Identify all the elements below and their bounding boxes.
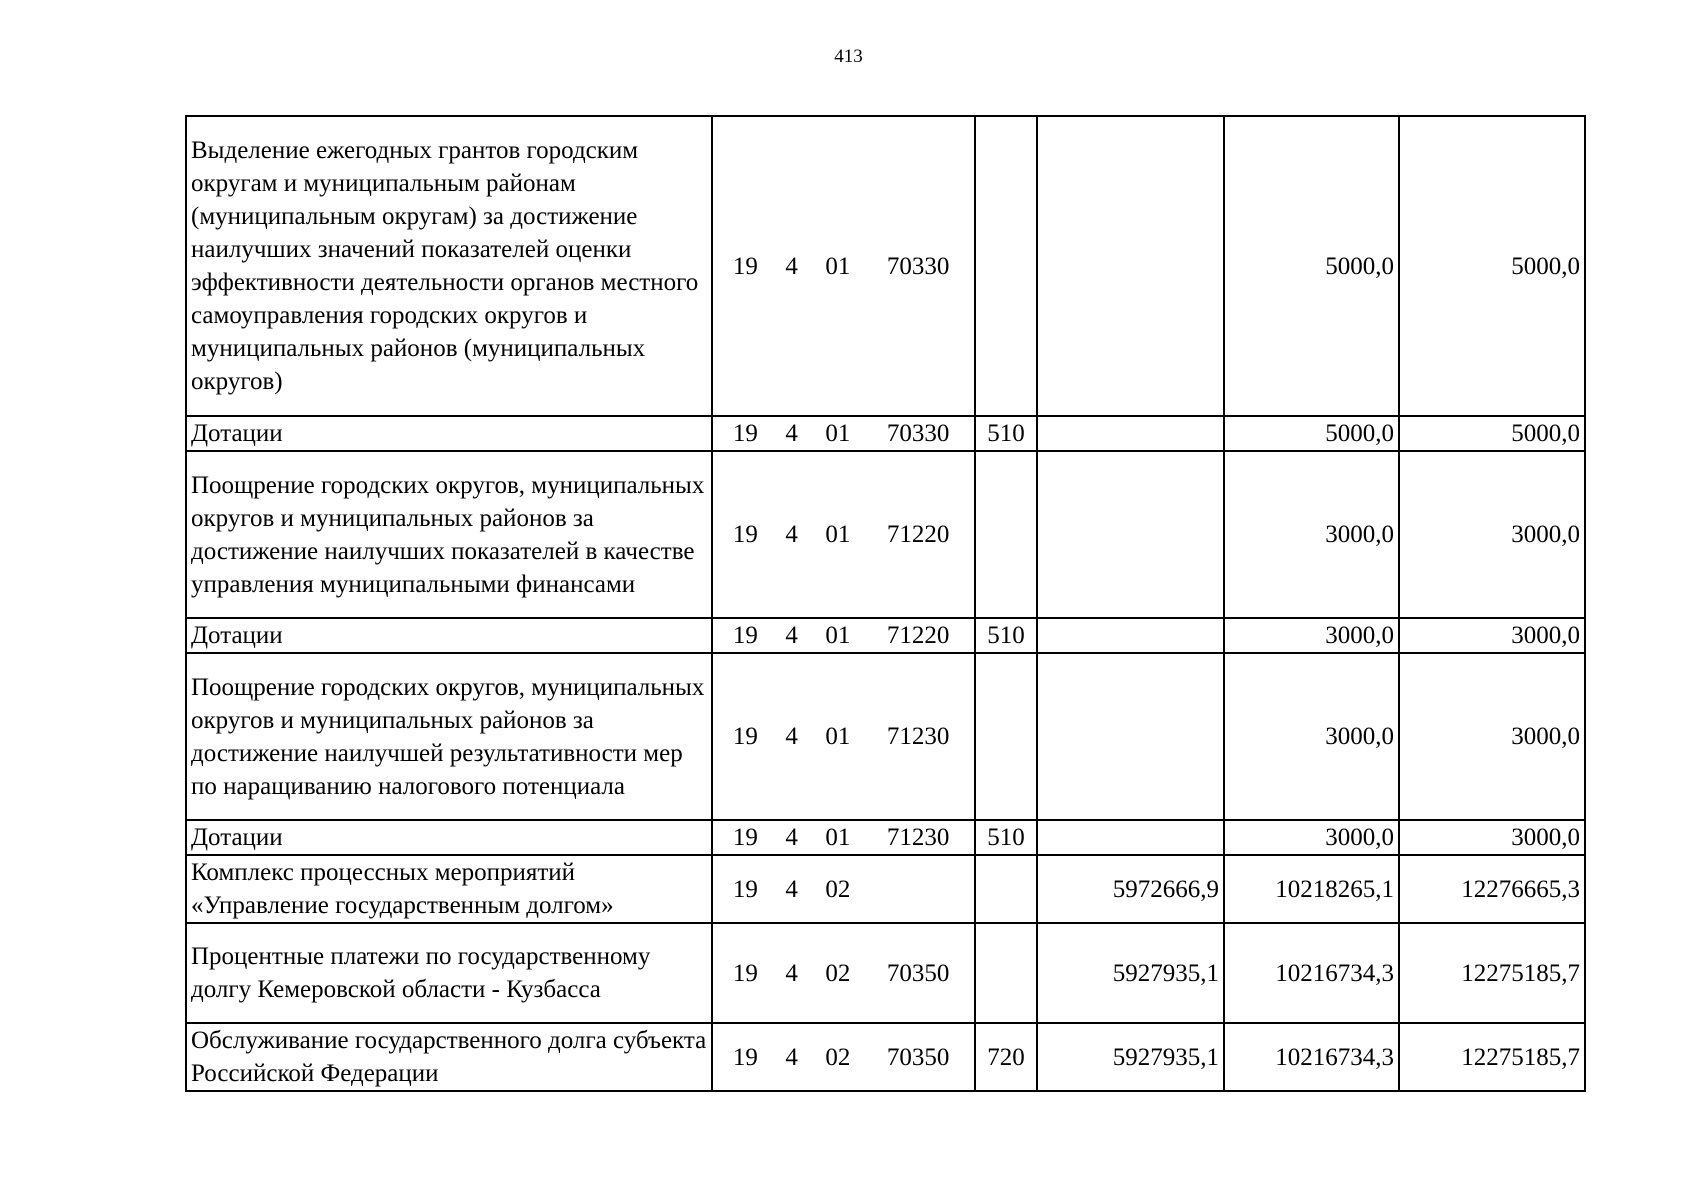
- row-amount-year2: 3000,0: [1224, 820, 1399, 855]
- row-amount-year1: 5972666,9: [1037, 855, 1224, 923]
- row-codes: [712, 923, 975, 1023]
- row-expense-type: 510: [975, 618, 1037, 653]
- code-direction: 70330: [886, 252, 950, 280]
- code-program: 19: [732, 875, 758, 903]
- row-name: Поощрение городских округов, муниципальных округов и муниципальных районов за достижение наилучшей результативности мер по наращиванию налогового потенциала: [186, 653, 712, 820]
- row-expense-type: [975, 116, 1037, 416]
- code-program: 19: [732, 959, 758, 987]
- table-row: [186, 618, 1585, 653]
- page-number: 413: [834, 46, 863, 67]
- row-codes: [712, 1023, 975, 1091]
- row-amount-year2: 3000,0: [1224, 451, 1399, 618]
- row-expense-type: 510: [975, 820, 1037, 855]
- row-expense-type: 510: [975, 416, 1037, 451]
- code-direction: 70330: [886, 420, 950, 447]
- row-amount-year3: 12275185,7: [1399, 923, 1585, 1023]
- row-amount-year3: 3000,0: [1399, 451, 1585, 618]
- row-amount-year2: 5000,0: [1224, 416, 1399, 451]
- row-amount-year2: 3000,0: [1224, 618, 1399, 653]
- row-amount-year3: 3000,0: [1399, 653, 1585, 820]
- code-type: 4: [785, 723, 798, 750]
- row-amount-year1: [1037, 618, 1224, 653]
- row-codes: [712, 855, 975, 923]
- code-type: 4: [785, 420, 798, 447]
- row-codes: [712, 653, 975, 820]
- code-program: 19: [732, 420, 758, 447]
- row-expense-type: [975, 653, 1037, 820]
- code-direction: 71220: [886, 521, 950, 548]
- row-amount-year2: 10218265,1: [1224, 855, 1399, 923]
- row-amount-year1: [1037, 451, 1224, 618]
- code-subprogram: 01: [825, 252, 851, 280]
- code-type: 4: [785, 1043, 798, 1071]
- code-type: 4: [785, 622, 798, 649]
- row-amount-year2: 10216734,3: [1224, 923, 1399, 1023]
- budget-table-body: [186, 116, 1585, 1091]
- row-amount-year3: 12275185,7: [1399, 1023, 1585, 1091]
- code-program: 19: [732, 252, 758, 280]
- code-subprogram: 02: [825, 959, 851, 987]
- code-subprogram: 01: [825, 521, 851, 548]
- code-type: 4: [785, 252, 798, 280]
- row-amount-year2: 5000,0: [1224, 116, 1399, 416]
- code-type: 4: [785, 521, 798, 548]
- code-program: 19: [732, 723, 758, 750]
- code-type: 4: [785, 875, 798, 903]
- row-name: Дотации: [186, 618, 712, 653]
- code-direction: 70350: [886, 1043, 950, 1071]
- row-amount-year1: [1037, 820, 1224, 855]
- row-amount-year1: [1037, 116, 1224, 416]
- table-row: [186, 653, 1585, 820]
- row-codes: [712, 618, 975, 653]
- code-type: 4: [785, 824, 798, 851]
- code-direction: 71230: [886, 723, 950, 750]
- code-program: 19: [732, 622, 758, 649]
- code-subprogram: 01: [825, 420, 851, 447]
- row-codes: [712, 416, 975, 451]
- row-name: Обслуживание государственного долга субъекта Российской Федерации: [186, 1023, 712, 1091]
- row-name: Дотации: [186, 416, 712, 451]
- row-amount-year2: 3000,0: [1224, 653, 1399, 820]
- row-expense-type: [975, 923, 1037, 1023]
- row-amount-year1: [1037, 416, 1224, 451]
- row-codes: [712, 451, 975, 618]
- row-amount-year3: 3000,0: [1399, 820, 1585, 855]
- row-amount-year1: 5927935,1: [1037, 1023, 1224, 1091]
- row-amount-year3: 12276665,3: [1399, 855, 1585, 923]
- code-direction: 70350: [886, 959, 950, 987]
- row-name: Дотации: [186, 820, 712, 855]
- row-name: Выделение ежегодных грантов городским округам и муниципальным районам (муниципальным округам) за достижение наилучших значений показателей оценки эффективности деятельности органов местного самоуправления городских округов и муниципальных районов (муниципальных округов): [186, 116, 712, 416]
- code-direction: 71220: [886, 622, 950, 649]
- row-amount-year1: 5927935,1: [1037, 923, 1224, 1023]
- row-amount-year1: [1037, 653, 1224, 820]
- row-amount-year2: 10216734,3: [1224, 1023, 1399, 1091]
- code-subprogram: 01: [825, 622, 851, 649]
- code-subprogram: 02: [825, 875, 851, 903]
- table-row: [186, 116, 1585, 416]
- code-direction: 71230: [886, 824, 950, 851]
- code-subprogram: 02: [825, 1043, 851, 1071]
- table-row: [186, 855, 1585, 923]
- row-amount-year3: 3000,0: [1399, 618, 1585, 653]
- table-row: [186, 820, 1585, 855]
- row-expense-type: 720: [975, 1023, 1037, 1091]
- table-row: [186, 416, 1585, 451]
- code-subprogram: 01: [825, 824, 851, 851]
- row-name: Комплекс процессных мероприятий «Управление государственным долгом»: [186, 855, 712, 923]
- row-codes: [712, 116, 975, 416]
- budget-table: [185, 115, 1586, 1092]
- table-row: [186, 451, 1585, 618]
- row-name: Поощрение городских округов, муниципальных округов и муниципальных районов за достижение наилучших показателей в качестве управления муниципальными финансами: [186, 451, 712, 618]
- row-expense-type: [975, 855, 1037, 923]
- row-codes: [712, 820, 975, 855]
- table-row: [186, 1023, 1585, 1091]
- row-amount-year3: 5000,0: [1399, 116, 1585, 416]
- row-amount-year3: 5000,0: [1399, 416, 1585, 451]
- row-expense-type: [975, 451, 1037, 618]
- code-program: 19: [732, 521, 758, 548]
- code-program: 19: [732, 824, 758, 851]
- code-type: 4: [785, 959, 798, 987]
- code-subprogram: 01: [825, 723, 851, 750]
- row-name: Процентные платежи по государственному долгу Кемеровской области - Кузбасса: [186, 923, 712, 1023]
- table-row: [186, 923, 1585, 1023]
- code-program: 19: [732, 1043, 758, 1071]
